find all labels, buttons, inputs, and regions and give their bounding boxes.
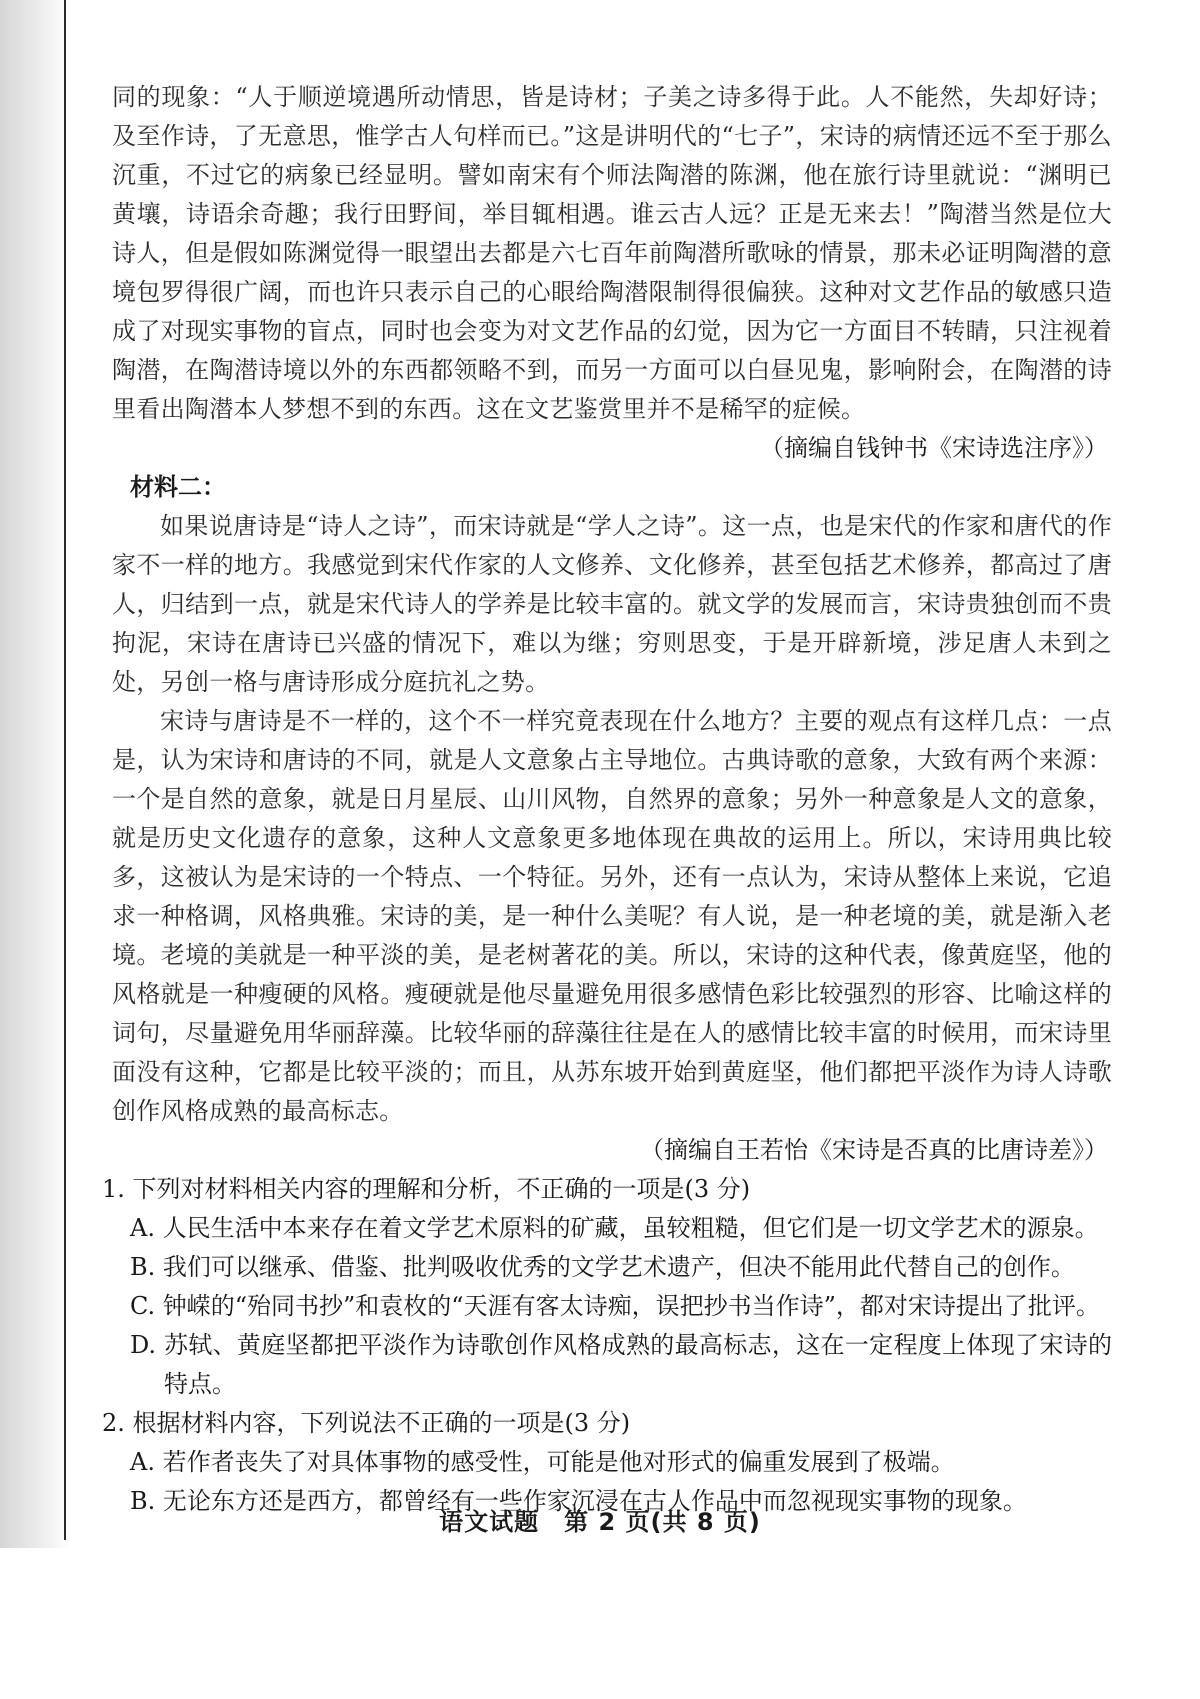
material-one-paragraph: 同的现象：“人于顺逆境遇所动情思，皆是诗材；子美之诗多得于此。人不能然，失却好诗；及至作诗，了无意思，惟学古人句样而已。”这是讲明代的“七子”，宋诗的病情还远不至于那么沉重，不过它的病象已经显明。譬如南宋有个师法陶潜的陈渊，他在旅行诗里就说：“渊明已黄壤，诗语余奇趣；我行田野间，举目辄相遇。谁云古人远？正是无来去！”陶潜当然是位大诗人，但是假如陈渊觉得一眼望出去都是六七百年前陶潜所歌咏的情景，那未必证明陶潜的意境包罗得很广阔，而也许只表示自己的心眼给陶潜限制得很偏狭。这种对文艺作品的敏感只造成了对现实事物的盲点，同时也会变为对文艺作品的幻觉，因为它一方面目不转睛，只注视着陶潜，在陶潜诗境以外的东西都领略不到，而另一方面可以白昼见鬼，影响附会，在陶潜的诗里看出陶潜本人梦想不到的东西。这在文艺鉴赏里并不是稀罕的症候。: [112, 83, 1112, 423]
question-2-stem: 2. 根据材料内容，下列说法不正确的一项是(3 分): [102, 1409, 631, 1437]
question-2-option-b: B. 无论东方还是西方，都曾经有一些作家沉浸在古人作品中而忽视现实事物的现象。: [130, 1487, 1027, 1515]
bottom-margin: [0, 1548, 1200, 1699]
binding-line: [64, 0, 66, 1540]
page-footer: 语文试题 第 2 页(共 8 页): [439, 1508, 761, 1536]
material-two-paragraph-1: 如果说唐诗是“诗人之诗”，而宋诗就是“学人之诗”。这一点，也是宋代的作家和唐代的作家不一样的地方。我感觉到宋代作家的人文修养、文化修养，甚至包括艺术修养，都高过了唐人，归结到一点，就是宋代诗人的学养是比较丰富的。就文学的发展而言，宋诗贵独创而不贵拘泥，宋诗在唐诗已兴盛的情况下，难以为继；穷则思变，于是开辟新境，涉足唐人未到之处，另创一格与唐诗形成分庭抗礼之势。: [112, 512, 1112, 696]
question-1-option-c: C. 钟嵘的“殆同书抄”和袁枚的“天涯有客太诗痴，误把抄书当作诗”，都对宋诗提出了批评。: [130, 1292, 1100, 1320]
material-two-heading: 材料二：: [130, 473, 226, 501]
exam-page-body: [102, 78, 1112, 1521]
question-1-option-d: D. 苏轼、黄庭坚都把平淡作为诗歌创作风格成熟的最高标志，这在一定程度上体现了宋诗的特点。: [130, 1331, 1112, 1398]
question-2-option-a: A. 若作者丧失了对具体事物的感受性，可能是他对形式的偏重发展到了极端。: [130, 1448, 955, 1476]
question-1: [102, 1170, 1112, 1404]
material-one-source: （摘编自钱钟书《宋诗选注序》）: [760, 434, 1108, 462]
question-1-option-b: B. 我们可以继承、借鉴、批判吸收优秀的文学艺术遗产，但决不能用此代替自己的创作。: [130, 1253, 1075, 1281]
scan-shadow: [0, 0, 70, 1699]
material-two-source: （摘编自王若怡《宋诗是否真的比唐诗差》）: [640, 1136, 1108, 1164]
question-1-option-a: A. 人民生活中本来存在着文学艺术原料的矿藏，虽较粗糙，但它们是一切文学艺术的源泉。: [130, 1214, 1099, 1242]
question-1-stem: 1. 下列对材料相关内容的理解和分析，不正确的一项是(3 分): [102, 1175, 751, 1203]
material-two-paragraph-2: 宋诗与唐诗是不一样的，这个不一样究竟表现在什么地方？主要的观点有这样几点：一点是，认为宋诗和唐诗的不同，就是人文意象占主导地位。古典诗歌的意象，大致有两个来源：一个是自然的意象，就是日月星辰、山川风物，自然界的意象；另外一种意象是人文的意象，就是历史文化遗存的意象，这种人文意象更多地体现在典故的运用上。所以，宋诗用典比较多，这被认为是宋诗的一个特点、一个特征。另外，还有一点认为，宋诗从整体上来说，它追求一种格调，风格典雅。宋诗的美，是一种什么美呢？有人说，是一种老境的美，就是渐入老境。老境的美就是一种平淡的美，是老树著花的美。所以，宋诗的这种代表，像黄庭坚，他的风格就是一种瘦硬的风格。瘦硬就是他尽量避免用很多感情色彩比较强烈的形容、比喻这样的词句，尽量避免用华丽辞藻。比较华丽的辞藻往往是在人的感情比较丰富的时候用，而宋诗里面没有这种，它都是比较平淡的；而且，从苏东坡开始到黄庭坚，他们都把平淡作为诗人诗歌创作风格成熟的最高标志。: [112, 707, 1112, 1125]
